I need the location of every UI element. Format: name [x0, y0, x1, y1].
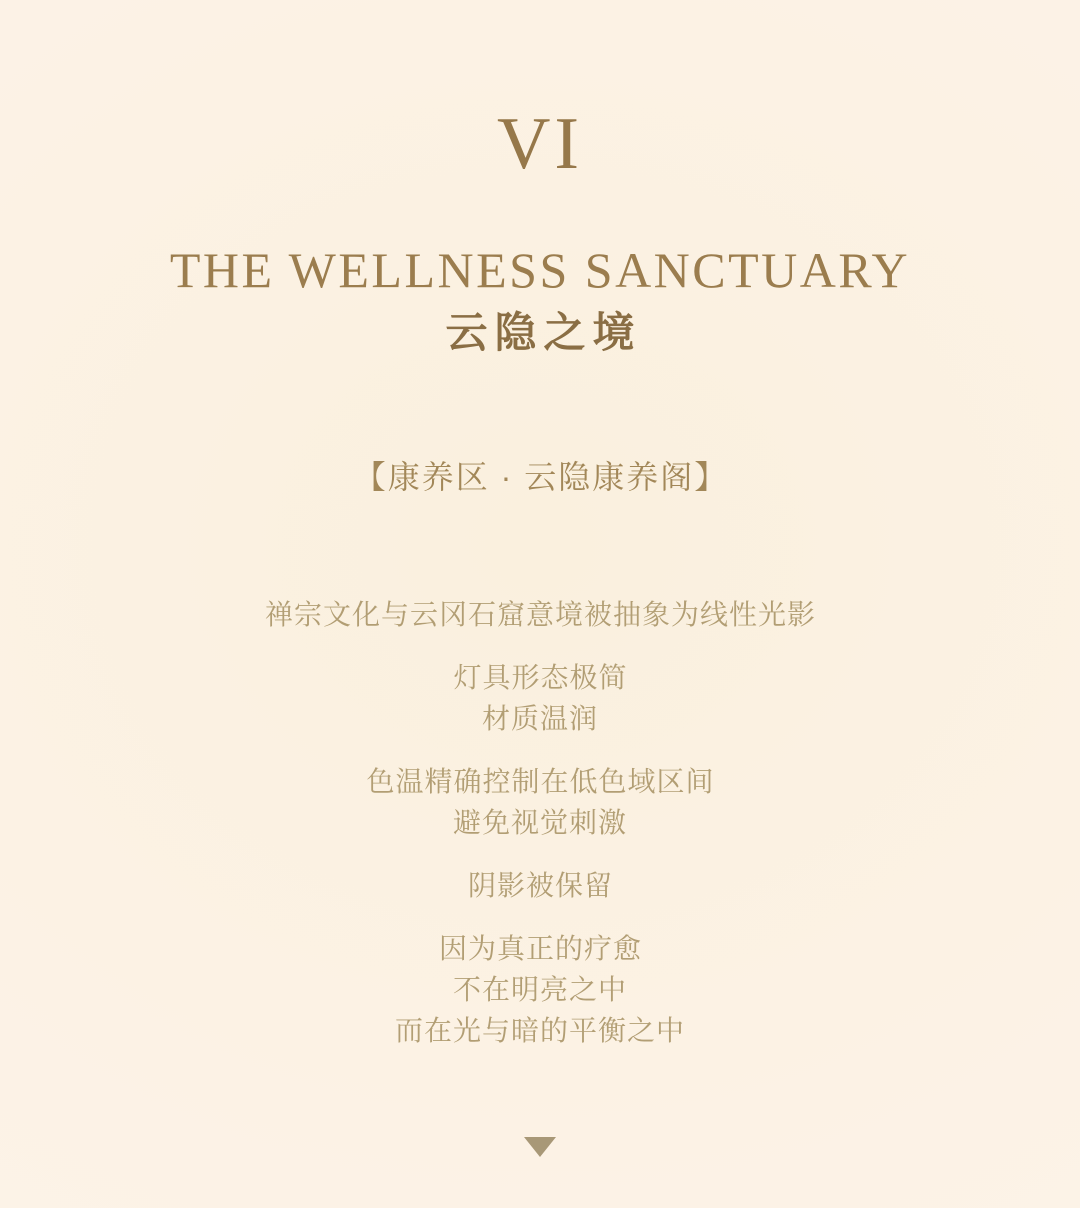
- body-text: [0, 594, 1080, 1073]
- body-line: 而在光与暗的平衡之中: [394, 1015, 685, 1046]
- body-line: 色温精确控制在低色域区间: [366, 766, 715, 797]
- body-paragraph: [0, 928, 1080, 1051]
- body-paragraph: [0, 594, 1080, 635]
- body-line: 禅宗文化与云冈石窟意境被抽象为线性光影: [264, 599, 816, 630]
- page-title-chinese: 云隐之境: [445, 311, 642, 357]
- body-line: 阴影被保留: [467, 870, 613, 901]
- section-label: 【康养区 · 云隐康养阁】: [353, 459, 729, 495]
- body-line: 避免视觉刺激: [452, 807, 627, 838]
- body-paragraph: [0, 761, 1080, 843]
- body-line: 灯具形态极简: [453, 662, 628, 693]
- body-line: 不在明亮之中: [452, 974, 627, 1005]
- body-line: 材质温润: [481, 703, 598, 734]
- body-paragraph: [0, 657, 1080, 739]
- chevron-down-icon: [524, 1137, 556, 1157]
- chapter-numeral: VI: [496, 103, 584, 185]
- body-paragraph: [0, 865, 1080, 906]
- body-line: 因为真正的疗愈: [438, 933, 642, 964]
- page-title-english: THE WELLNESS SANCTUARY: [169, 242, 911, 298]
